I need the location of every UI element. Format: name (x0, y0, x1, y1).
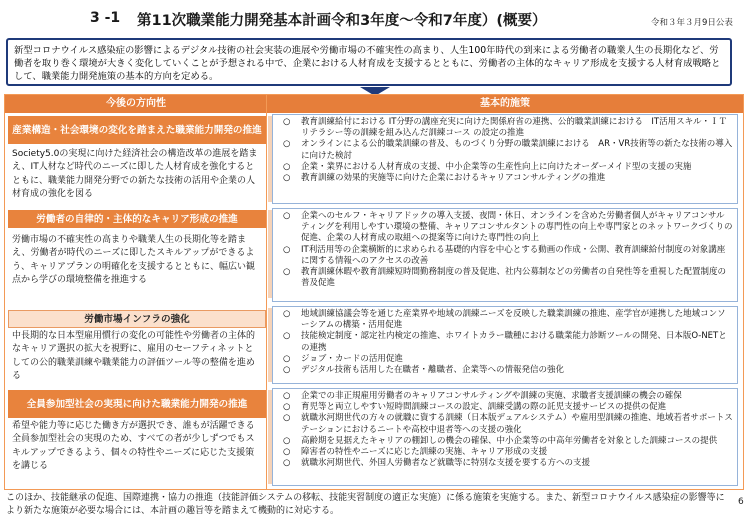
measure-item: ○ 育児等と両立しやすい短時間訓練コースの設定、訓練受講の際の託児支援サービスの提供の促進 (283, 402, 667, 413)
footer-note: このほか、技能継承の促進、国際連携・協力の推進（技能評価システムの移転、技能実習制度の適正な実施）に係る施策を実施する。また、新型コロナウイルス感染症の影響等により新たな施策が必要な場合には、本計画の趣旨等を踏まえて機動的に対応する。 (6, 493, 725, 516)
measure-item: ○ 障害者の特性やニーズに応じた訓練の実施、キャリア形成の支援 (283, 447, 548, 458)
measure-item: ○ 企業へのセルフ・キャリアドックの導入支援、夜間・休日、オンラインを含めた労働者個人がキャリアコンサルティングを利用しやすい環境の整備、キャリアコンサルタントの専門性の向上や専門家とのネットワークづくりの促進、企業の人材育成の取組への提案等に向けた専門性の向上 (283, 211, 733, 244)
measures-box (272, 388, 738, 486)
page-number: 6 (738, 497, 744, 507)
measure-item: ○ 就職氷河期世代、外国人労働者など就職等に特別な支援を要する方への支援 (283, 458, 591, 469)
title-bar (0, 0, 750, 34)
measure-item: ○ 教育訓練の効果的実施等に向けた企業におけるキャリアコンサルティングの推進 (283, 173, 606, 184)
measures-box (272, 114, 738, 204)
measure-item: ○ 高齢期を見据えたキャリアの棚卸しの機会の確保、中小企業等の中高年労働者を対象とした訓練コースの提供 (283, 435, 718, 446)
direction-heading: 全員参加型社会の実現に向けた職業能力開発の推進 (8, 390, 266, 418)
measures-header: 基本的施策 (267, 95, 743, 113)
measures-box (272, 306, 738, 384)
direction-heading: 労働市場インフラの強化 (8, 310, 266, 328)
measure-item: ○ 就職氷河期世代の方々の就職に資する訓練（日本版デュアルシステム）や雇用型訓練の推進、地域若者サポートステーションにおけるニートや高校中退者等への支援の強化 (283, 413, 733, 435)
measure-item: ○ 教育訓練休暇や教育訓練短時間勤務制度の普及促進、社内公募制などの労働者の自発性等を重視した配置制度の普及促進 (283, 267, 727, 289)
measure-item: ○ 企業での非正規雇用労働者のキャリアコンサルティングや訓練の実施、求職者支援訓練の機会の確保 (283, 391, 682, 401)
direction-text: 中長期的な日本型雇用慣行の変化の可能性や労働者の主体的なキャリア選択の拡大を視野に、雇用のセーフティネットとしての公的職業訓練や職業能力の評価ツール等の整備を進める (12, 331, 256, 381)
measure-item: ○ デジタル技術も活用した在職者・離職者、企業等への情報発信の強化 (283, 365, 564, 376)
measure-item: ○ 地域訓練協議会等を通じた産業界や地域の訓練ニーズを反映した職業訓練の推進、産学官が連携した地域コンソーシアムの構築・活用促進 (283, 309, 726, 331)
publish-date: 令和３年３月9日公表 (651, 18, 733, 28)
direction-text: Society5.0の実現に向けた経済社会の構造改革の進展を踏まえ、IT人材など時代のニーズに即した人材育成を強化するとともに、職業能力開発分野での新たな技術の活用や企業の人材育成の強化を図る (12, 149, 258, 199)
measure-item: ○ 教育訓練給付における IT分野の講座充実に向けた関係府省の連携、公的職業訓練における IT活用スキル・ＩＴリテラシー等の訓練を組み込んだ訓練コース の設定の推進 (283, 117, 728, 139)
measure-item: ○ 技能検定制度・認定社内検定の推進、ホワイトカラー職種における職業能力診断ツールの開発、日本版O-NETとの連携 (283, 331, 727, 353)
direction-text: 労働市場の不確実性の高まりや職業人生の長期化等を踏まえ、労働者が時代のニーズに即したスキルアップができるよう、キャリアプランの明確化を支援するとともに、幅広い観点から学びの環境整備を推進する (12, 235, 256, 285)
measure-item: ○ 企業・業界における人材育成の支援、中小企業等の生産性向上に向けたオーダーメイド型の支援の実施 (283, 161, 692, 172)
measures-box (272, 208, 738, 302)
direction-header: 今後の方向性 (5, 95, 267, 113)
measure-item: ○ ジョブ・カードの活用促進 (283, 353, 403, 364)
page-title: 第11次職業能力開発基本計画令和3年度～令和7年度）(概要） (137, 13, 547, 29)
intro-box: 新型コロナウイルス感染症の影響によるデジタル技術の社会実装の進展や労働市場の不確実性の高まり、人生100年時代の到来による労働者の職業人生の長期化など、労働者を取り巻く環境が大きく変化していくことが予想される中で、企業における人材育成を支援するとともに、労働者の主体的なキャリア形成を支援する人材育成戦略として、職業能力開発施策の基本的方向を定める。 (6, 38, 732, 86)
direction-heading: 産業構造・社会環境の変化を踏まえた職業能力開発の推進 (8, 116, 266, 144)
measure-item: ○ オンラインによる公的職業訓練の普及、ものづくり分野の職業訓練における AR・VR技術等の新たな技術の導入に向けた検討 (283, 139, 733, 161)
measure-item: ○ IT利活用等の企業横断的に求められる基礎的内容を中心とする動画の作成・公開、教育訓練給付制度の対象講座に関する情報へのアクセスの改善 (283, 244, 726, 266)
section-number: 3 -1 (90, 10, 121, 26)
direction-heading: 労働者の自律的・主体的なキャリア形成の推進 (8, 210, 266, 228)
direction-text: 希望や能力等に応じた働き方が選択でき、誰もが活躍できる全員参加型社会の実現のため、すべての者が少しずつでもスキルアップできるよう、個々の特性やニーズに応じた支援策を講じる (12, 421, 255, 471)
